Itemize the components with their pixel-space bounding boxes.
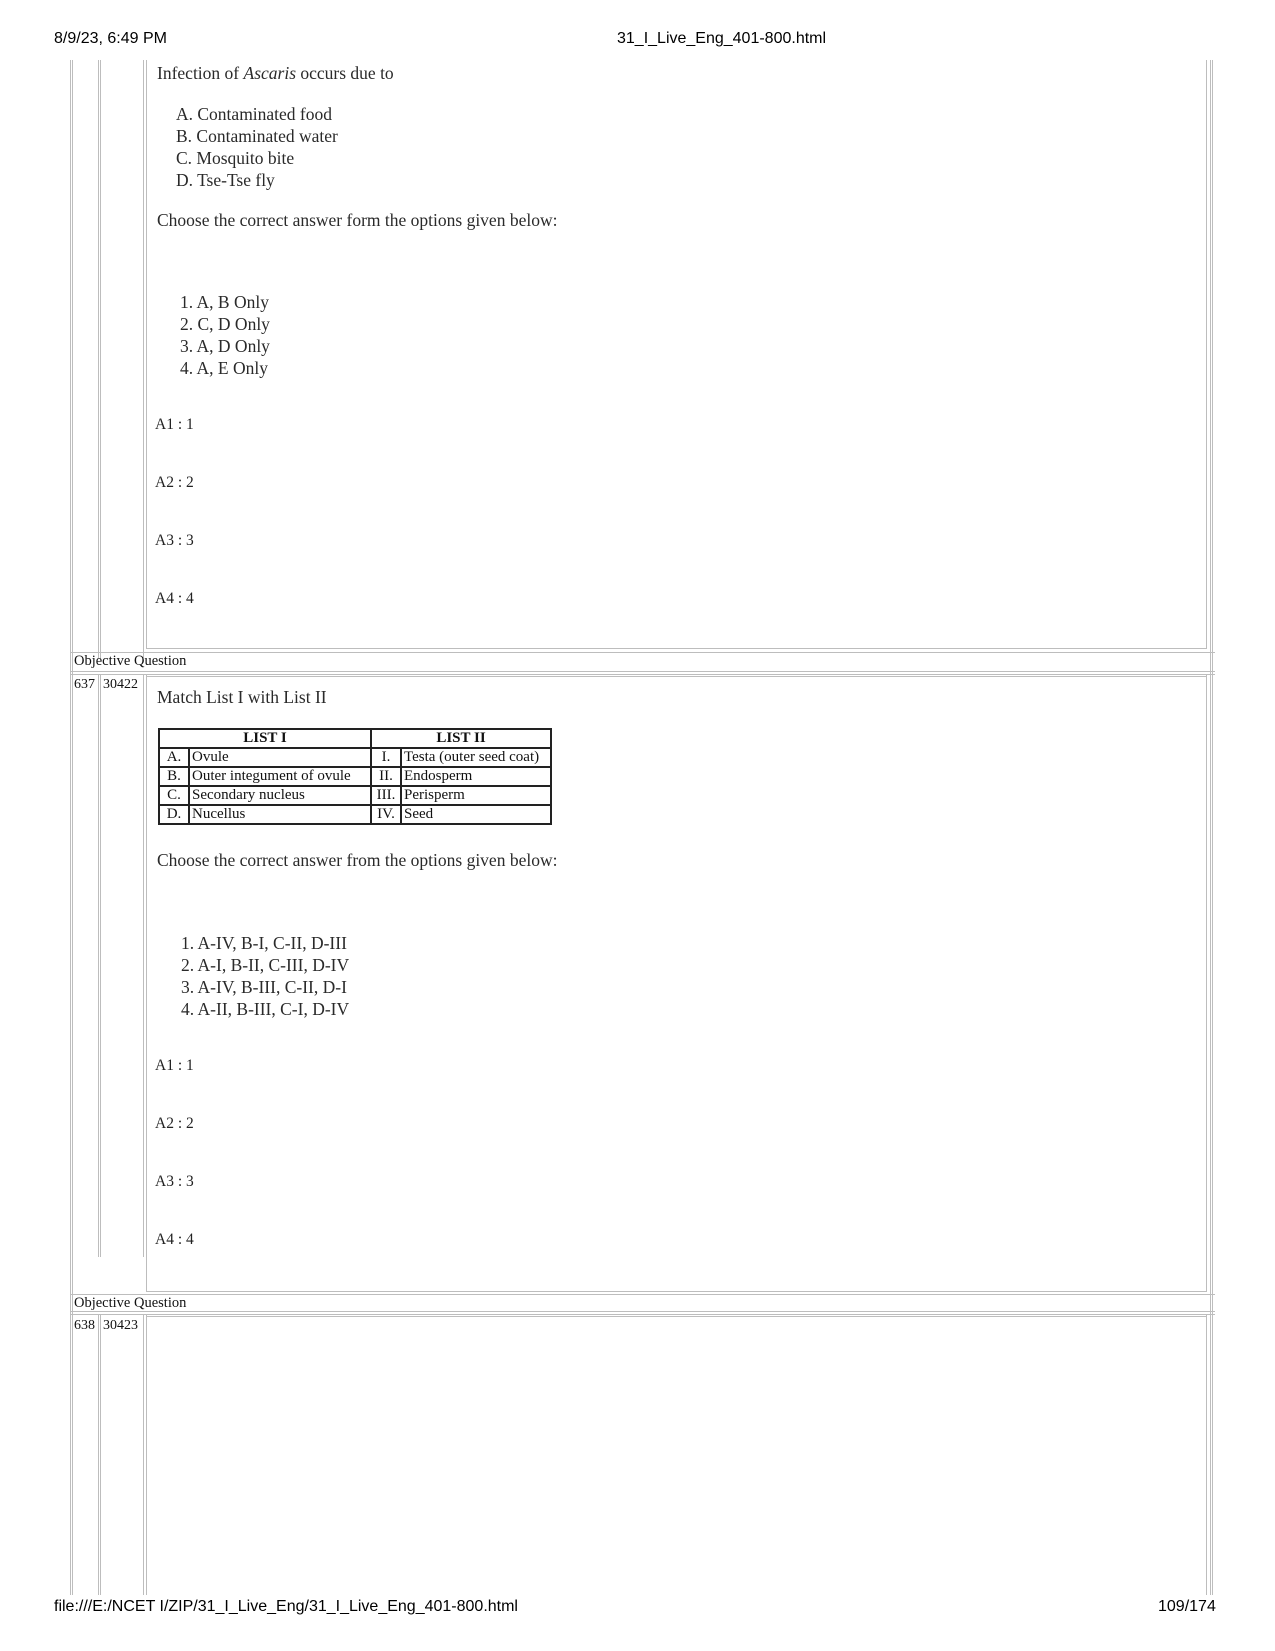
table-row xyxy=(159,767,551,786)
print-file-path: file:///E:/NCET I/ZIP/31_I_Live_Eng/31_I_Live_Eng_401-800.html xyxy=(54,1598,518,1615)
question-stem: Infection of Ascaris occurs due to xyxy=(157,63,394,83)
question-serial: 638 xyxy=(74,1318,95,1333)
choice-item: 3. A, D Only xyxy=(180,336,270,356)
statement-item: D. Tse-Tse fly xyxy=(176,170,275,190)
choice-item: 1. A, B Only xyxy=(180,292,269,312)
print-page-number: 109/174 xyxy=(1158,1598,1216,1615)
choice-item: 3. A-IV, B-III, C-II, D-I xyxy=(181,977,347,997)
choice-item: 4. A, E Only xyxy=(180,358,268,378)
statement-item: B. Contaminated water xyxy=(176,126,338,146)
choice-item: 1. A-IV, B-I, C-II, D-III xyxy=(181,933,347,953)
answer-option: A3 : 3 xyxy=(155,1173,194,1190)
statement-item: A. Contaminated food xyxy=(176,104,333,124)
list-2-value: Perisperm xyxy=(401,786,551,805)
question-stem: Match List I with List II xyxy=(157,687,327,707)
section-label: Objective Question xyxy=(74,653,187,669)
table-row xyxy=(159,805,551,824)
list-1-header: LIST I xyxy=(159,729,371,748)
list-2-value: Testa (outer seed coat) xyxy=(401,748,551,767)
question-instruction: Choose the correct answer form the options given below: xyxy=(157,210,558,230)
list-1-value: Outer integument of ovule xyxy=(189,767,371,786)
list-1-key: C. xyxy=(159,786,189,805)
answer-option: A1 : 1 xyxy=(155,1057,194,1074)
list-1-value: Nucellus xyxy=(189,805,371,824)
choice-item: 2. A-I, B-II, C-III, D-IV xyxy=(181,955,350,975)
list-1-key: B. xyxy=(159,767,189,786)
list-2-key: II. xyxy=(371,767,401,786)
list-2-value: Seed xyxy=(401,805,551,824)
table-row xyxy=(159,748,551,767)
list-2-key: III. xyxy=(371,786,401,805)
statement-item: C. Mosquito bite xyxy=(176,148,295,168)
answer-option: A2 : 2 xyxy=(155,474,194,491)
section-label: Objective Question xyxy=(74,1295,187,1311)
choice-item: 4. A-II, B-III, C-I, D-IV xyxy=(181,999,350,1019)
list-1-value: Ovule xyxy=(189,748,371,767)
answer-option: A2 : 2 xyxy=(155,1115,194,1132)
question-id: 30423 xyxy=(103,1318,138,1333)
match-table xyxy=(158,728,552,825)
question-serial: 637 xyxy=(74,677,95,692)
choice-item: 2. C, D Only xyxy=(180,314,270,334)
list-2-header: LIST II xyxy=(371,729,551,748)
question-id: 30422 xyxy=(103,677,138,692)
answer-option: A3 : 3 xyxy=(155,532,194,549)
answer-option: A4 : 4 xyxy=(155,590,194,607)
print-datetime: 8/9/23, 6:49 PM xyxy=(54,30,167,47)
list-2-key: I. xyxy=(371,748,401,767)
answer-option: A4 : 4 xyxy=(155,1231,194,1248)
list-1-key: D. xyxy=(159,805,189,824)
list-1-value: Secondary nucleus xyxy=(189,786,371,805)
table-row xyxy=(159,786,551,805)
list-1-key: A. xyxy=(159,748,189,767)
print-title: 31_I_Live_Eng_401-800.html xyxy=(617,30,827,47)
list-2-key: IV. xyxy=(371,805,401,824)
list-2-value: Endosperm xyxy=(401,767,551,786)
answer-option: A1 : 1 xyxy=(155,416,194,433)
question-instruction: Choose the correct answer from the options given below: xyxy=(157,850,558,870)
